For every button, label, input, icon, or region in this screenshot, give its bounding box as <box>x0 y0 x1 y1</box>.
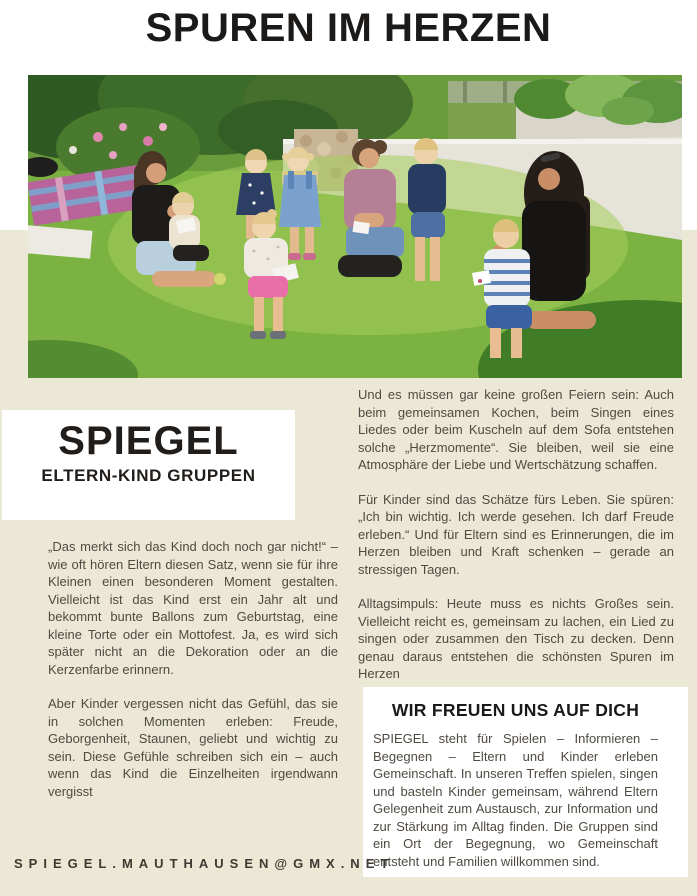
left-paragraph-2: Aber Kinder vergessen nicht das Gefühl, das sie in solchen Momenten erleben: Freude, Geborgenheit, Staunen, geliebt und wichtig zu sein. Diese Gefühle schreiben sich ein – auch wenn das Kind die Einzelheiten irgendwann vergisst <box>48 696 338 799</box>
right-paragraph-1: Und es müssen gar keine großen Feiern sein: Auch beim gemeinsamen Kochen, beim Singen eines Liedes oder beim Kuscheln auf dem Sofa entstehen solche „Herzmomente“. Sie bleiben, weil sie eine Atmosphäre der Liebe und Wertschätzung schaffen. <box>358 387 674 472</box>
page-title: SPUREN IM HERZEN <box>145 6 552 50</box>
right-text-column <box>358 386 674 700</box>
contact-email-link[interactable]: SPIEGEL.MAUTHAUSEN@GMX.NET <box>14 856 395 871</box>
group-photo <box>28 75 682 378</box>
welcome-body: SPIEGEL steht für Spielen – Informieren – Begegnen – Eltern und Kinder erleben Gemeinschaft. In unseren Treffen spielen, singen und basteln Kinder gemeinsam, während Eltern Gelegenheit zum Austausch, zur Information und zur Stärkung im Alltag finden. Die Gruppen sind ein Ort der Begegnung, wo Gemeinschaft entsteht und Familien willkommen sind. <box>373 731 658 869</box>
left-paragraph-1: „Das merkt sich das Kind doch noch gar nicht!“ – wie oft hören Eltern diesen Satz, wenn sie für ihre Kleinen einen besonderen Moment gestalten. Vielleicht ist das Kind erst ein Jahr alt und bekommt bunte Ballons zum Geburtstag, eine kleine Torte oder ein Mottofest. Ja, es wird sich später nicht an die Dekoration oder an die Kerzenfarbe erinnern. <box>48 539 338 677</box>
spiegel-title-box <box>2 410 295 520</box>
spiegel-heading: SPIEGEL <box>58 419 239 463</box>
right-paragraph-2: Für Kinder sind das Schätze fürs Leben. Sie spüren: „Ich bin wichtig. Ich werde gesehen. Ich darf Freude erleben.“ Und für Eltern sind es Erinnerungen, die im Herzen bleiben und Kraft schenken – gerade an stressigen Tagen. <box>358 491 674 577</box>
photo-illustration <box>28 75 682 378</box>
left-text-column <box>48 538 338 817</box>
welcome-callout-box <box>363 687 688 877</box>
right-paragraph-3: Alltagsimpuls: Heute muss es nichts Großes sein. Vielleicht reicht es, gemeinsam zu lachen, ein Lied zu singen oder zusammen den Tisch zu decken. Denn genau daraus entstehen die schönsten Spuren im Herzen <box>358 596 674 681</box>
welcome-heading: WIR FREUEN UNS AUF DICH <box>391 700 640 720</box>
spiegel-subheading: ELTERN-KIND GRUPPEN <box>41 466 256 485</box>
